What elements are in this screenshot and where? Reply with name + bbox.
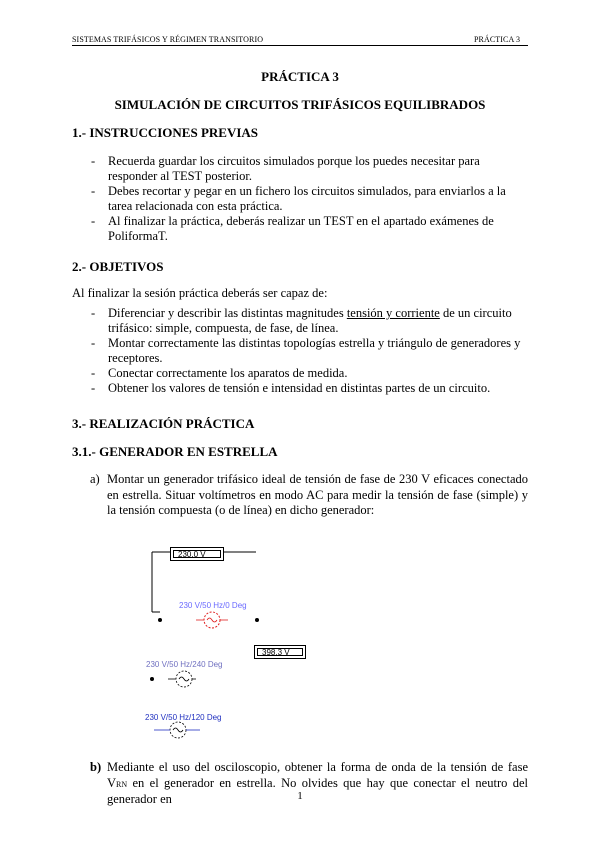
source-label: 230 V/50 Hz/240 Deg: [146, 660, 223, 669]
list-item: - Debes recortar y pegar en un fichero los circuitos simulados, para enviarlos a la tarea relacionada con esta práctica.: [91, 184, 531, 214]
objectives-list: [91, 306, 531, 396]
list-item: - Obtener los valores de tensión e intensidad en distintas partes de un circuito.: [91, 381, 531, 396]
page-title: PRÁCTICA 3: [261, 69, 339, 84]
page-number: 1: [297, 790, 303, 802]
source-label: 230 V/50 Hz/120 Deg: [145, 713, 222, 722]
list-item: - Recuerda guardar los circuitos simulados porque los puedes necesitar para responder al TEST posterior.: [91, 154, 531, 184]
section3-heading: 3.- REALIZACIÓN PRÁCTICA: [72, 416, 255, 431]
header-rule: [72, 45, 528, 46]
item-b-text: Mediante el uso del osciloscopio, obtener la forma de onda de la tensión de fase VRN en el generador en estrella. No olvides que hay que conectar el neutro del generador en: [107, 760, 528, 806]
list-item: - Conectar correctamente los aparatos de medida.: [91, 366, 531, 381]
voltmeter-line[interactable]: [254, 645, 306, 659]
source-label: 230 V/50 Hz/0 Deg: [179, 601, 247, 610]
node-dot: [255, 618, 259, 622]
section2-heading: 2.- OBJETIVOS: [72, 259, 164, 274]
page-subtitle: SIMULACIÓN DE CIRCUITOS TRIFÁSICOS EQUILIBRADOS: [114, 97, 486, 112]
item-a-letter: a): [90, 472, 100, 486]
section1-heading: 1.- INSTRUCCIONES PREVIAS: [72, 125, 259, 140]
instructions-list: [91, 154, 531, 244]
list-item: - Al finalizar la práctica, deberás realizar un TEST en el apartado exámenes de PoliformaT.: [91, 214, 531, 244]
running-header-left: SISTEMAS TRIFÁSICOS Y RÉGIMEN TRANSITORIO: [72, 35, 264, 44]
meter-display: 398.3 V: [257, 648, 303, 656]
item-b-letter: b): [90, 760, 102, 774]
objectives-intro: Al finalizar la sesión práctica deberás ser capaz de:: [72, 286, 328, 300]
voltmeter-phase[interactable]: [170, 547, 224, 561]
underlined-text: tensión y corriente: [346, 306, 440, 320]
subsection-heading: 3.1.- GENERADOR EN ESTRELLA: [72, 444, 278, 459]
item-a-text: Montar un generador trifásico ideal de tensión de fase de 230 V eficaces conectado en estrella. Situar voltímetros en modo AC para medir la tensión de fase (simple) y la tensión compuesta (o de línea) en dicho generador:: [107, 472, 528, 517]
running-header-right: PRÁCTICA 3: [474, 35, 521, 44]
meter-display: 230.0 V: [173, 550, 221, 558]
node-dot: [158, 618, 162, 622]
node-dot: [150, 677, 154, 681]
list-item: - Diferenciar y describir las distintas magnitudes tensión y corriente de un circuito trifásico: simple, compuesta, de fase, de línea.: [91, 306, 531, 336]
list-item: - Montar correctamente las distintas topologías estrella y triángulo de generadores y receptores.: [91, 336, 531, 366]
